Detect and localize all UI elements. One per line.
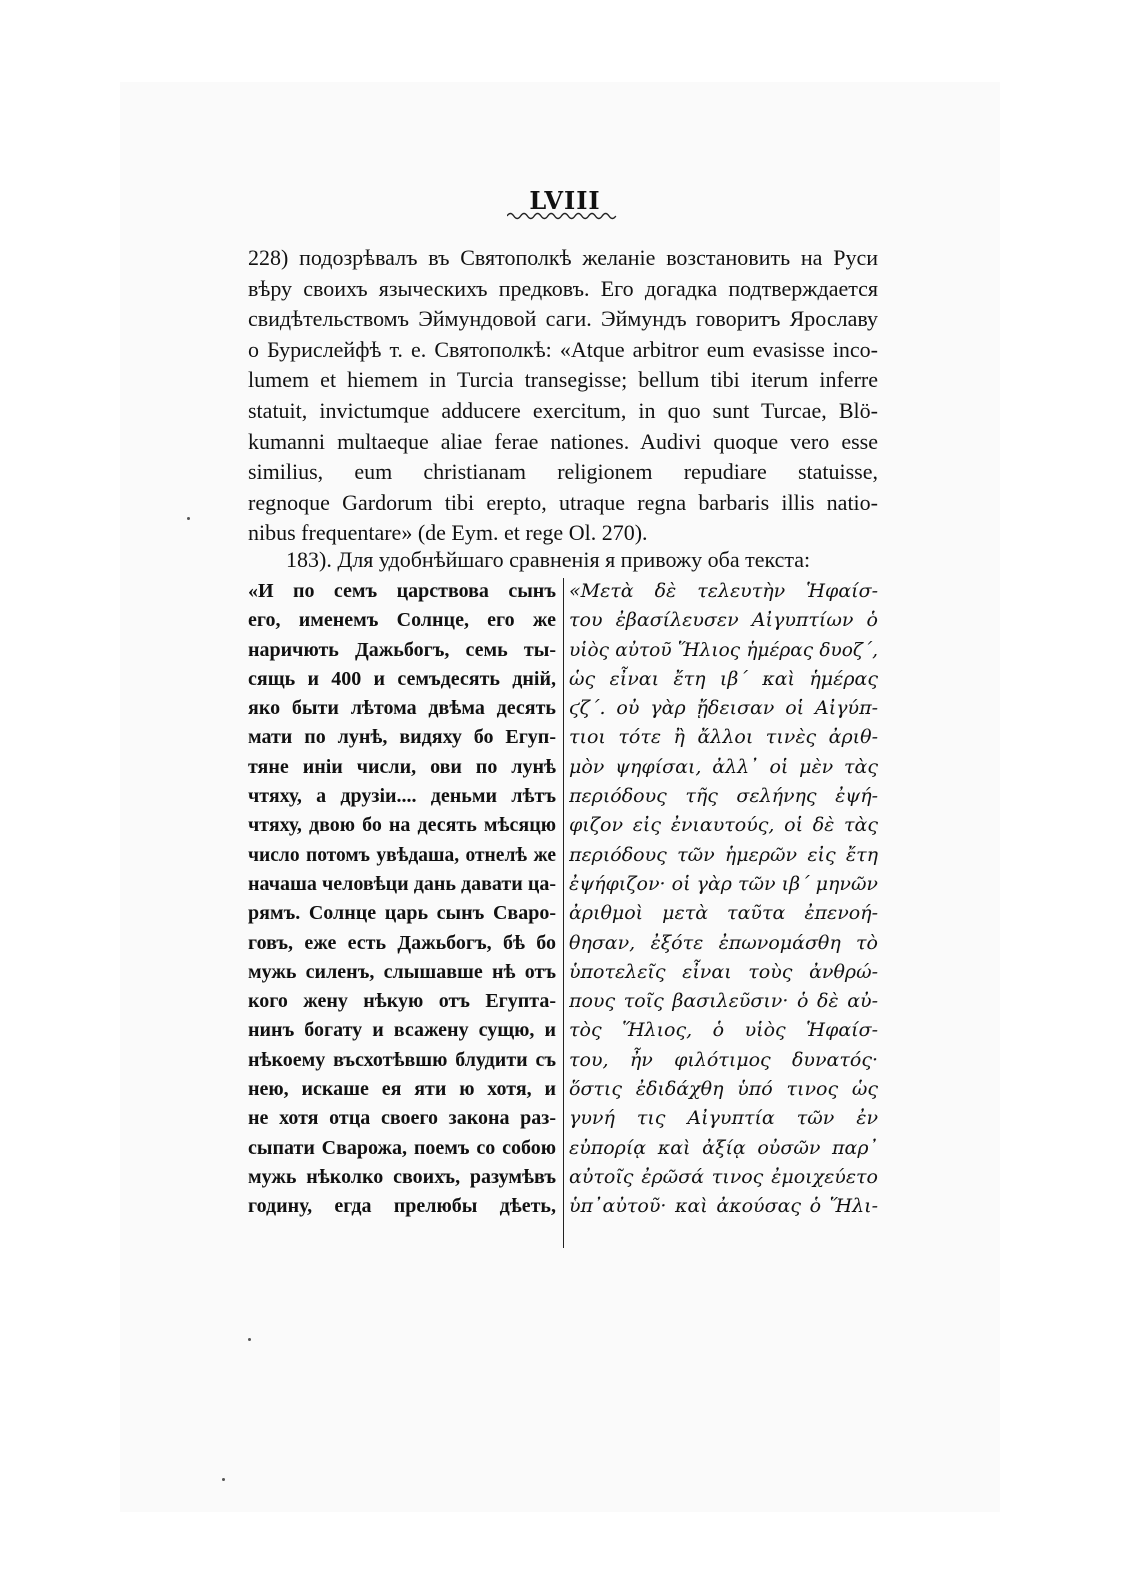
greek-line: «Μετὰ δὲ τελευτὴν Ἡφαίσ-	[569, 580, 878, 602]
greek-line: ὑπ᾽αὐτοῦ· καὶ ἀκούσας ὁ Ἥλι-	[569, 1195, 878, 1218]
decorative-squiggle	[507, 211, 617, 221]
greek-line: περιόδους τῆς σελήνης ἐψή-	[569, 785, 878, 808]
slavonic-line: нею, искаше ея яти ю хотя, и	[248, 1078, 556, 1101]
greek-line: περιόδους τῶν ἡμερῶν εἰς ἔτη	[569, 843, 878, 866]
slavonic-line: рямъ. Солнце царь сынъ Сваро-	[248, 902, 556, 925]
greek-line: τιοι τότε ἢ ἄλλοι τινὲς ἀριθ-	[569, 726, 878, 749]
greek-line: πους τοῖς βασιλεῦσιν· ὁ δὲ αὐ-	[569, 990, 878, 1013]
slavonic-line: мужь нѣколко своихъ, разумѣвъ	[248, 1165, 556, 1188]
greek-line: ὑποτελεῖς εἶναι τοὺς ἀνθρώ-	[569, 960, 878, 983]
slavonic-line: не хотя отца своего закона раз-	[248, 1107, 556, 1130]
greek-line: υἱὸς αὐτοῦ Ἥλιος ἡμέρας δυοζ´,	[569, 639, 878, 661]
greek-line: θησαν, ἐξότε ἐπωνομάσθη τὸ	[569, 931, 878, 954]
greek-line: τὸς Ἥλιος, ὁ υἱὸς Ἡφαίσ-	[569, 1019, 878, 1042]
greek-line: ὡς εἶναι ἔτη ιβ´ καὶ ἡμέρας	[569, 667, 878, 690]
intro-paragraph	[248, 243, 878, 549]
greek-line: γυνή τις Αἰγυπτία τῶν ἐν	[569, 1107, 878, 1130]
page-number: LVIII	[529, 186, 601, 215]
slavonic-line: мужь силенъ, слышавше нѣ отъ	[248, 960, 556, 983]
intro-line: о Бурислейфѣ т. е. Святополкѣ: «Atque arbitror eum evasisse inco-	[248, 336, 878, 362]
slavonic-line: наричють Дажьбогъ, семь ты-	[248, 638, 556, 661]
intro-line: 228) подозрѣвалъ въ Святополкѣ желаніе возстановить на Руси	[248, 245, 878, 270]
slavonic-column	[248, 577, 556, 1222]
slavonic-line: говъ, еже есть Дажьбогъ, бѣ бо	[248, 931, 556, 954]
slavonic-line: яко быти лѣтома двѣма десять	[248, 697, 556, 720]
intro-line: similius, eum christianam religionem repudiare statuisse,	[248, 459, 878, 485]
greek-column	[569, 577, 878, 1222]
slavonic-line: число потомъ увѣдаша, отнелѣ же	[248, 844, 556, 866]
intro-line: свидѣтельствомъ Эймундовой саги. Эймундъ говоритъ Ярославу	[248, 306, 878, 332]
intro-line: statuit, invictumque adducere exercitum, in quo sunt Turcae, Blö-	[248, 397, 878, 423]
slavonic-line: сыпати Сварожа, поемъ со собою	[248, 1136, 556, 1159]
greek-line: ὅστις ἐδιδάχθη ὑπό τινος ὡς	[569, 1078, 878, 1101]
slavonic-line: нинъ богату и всажену сущю, и	[248, 1019, 556, 1042]
column-divider	[563, 578, 564, 1248]
slavonic-line: его, именемъ Солнце, его же	[248, 609, 556, 632]
slavonic-line: сящь и 400 и семъдесять дній,	[248, 667, 556, 690]
greek-line: του ἐβασίλευσεν Αἰγυπτίων ὁ	[569, 609, 878, 632]
slavonic-line: годину, егда прелюбы дѣеть,	[248, 1195, 556, 1218]
slavonic-line: кого жену нѣкую отъ Егупта-	[248, 990, 556, 1013]
intro-line: kumanni multaeque aliae ferae nationes. Audivi quoque vero esse	[248, 428, 878, 454]
greek-line: ϛζ´. οὐ γὰρ ᾔδεισαν οἱ Αἰγύπ-	[569, 697, 878, 720]
slavonic-line: чтяху, а друзіи.... деньми лѣтъ	[248, 785, 556, 808]
greek-line: του, ἦν φιλότιμος δυνατός·	[569, 1048, 878, 1071]
intro-line: lumem et hiemem in Turcia transegisse; bellum tibi iterum inferre	[248, 367, 878, 393]
ink-speck	[248, 1338, 251, 1341]
section-heading: 183). Для удобнѣйшаго сравненія я привожу оба текста:	[286, 547, 811, 572]
ink-speck	[187, 517, 190, 520]
ink-speck	[222, 1478, 225, 1481]
slavonic-line: мати по лунѣ, видяху бо Егуп-	[248, 726, 556, 749]
slavonic-line: «И по семъ царствова сынъ	[248, 580, 556, 602]
slavonic-line: тяне иніи числи, ови по лунѣ	[248, 755, 556, 778]
greek-line: αὐτοῖς ἐρῶσά τινος ἐμοιχεύετο	[569, 1165, 878, 1188]
intro-line: вѣру своихъ языческихъ предковъ. Его догадка подтверждается	[248, 275, 878, 301]
slavonic-line: чтяху, двою бо на десять мѣсяцю	[248, 814, 556, 837]
greek-line: μὸν ψηφίσαι, ἀλλ᾽ οἱ μὲν τὰς	[569, 755, 878, 778]
intro-line: regnoque Gardorum tibi erepto, utraque regna barbaris illis natio-	[248, 489, 878, 515]
greek-line: ἐψήφιζον· οἱ γὰρ τῶν ιβ´ μηνῶν	[569, 872, 878, 895]
greek-line: ἀριθμοὶ μετὰ ταῦτα ἐπενοή-	[569, 902, 878, 925]
slavonic-line: начаша человѣци дань давати ца-	[248, 872, 556, 895]
slavonic-line: нѣкоему въсхотѣвшю блудити съ	[248, 1048, 556, 1071]
intro-line: nibus frequentare» (de Eym. et rege Ol. 270).	[248, 520, 648, 546]
greek-line: φιζον εἰς ἐνιαυτούς, οἱ δὲ τὰς	[569, 814, 878, 837]
greek-line: εὐπορίᾳ καὶ ἀξίᾳ οὐσῶν παρ᾽	[569, 1136, 878, 1159]
